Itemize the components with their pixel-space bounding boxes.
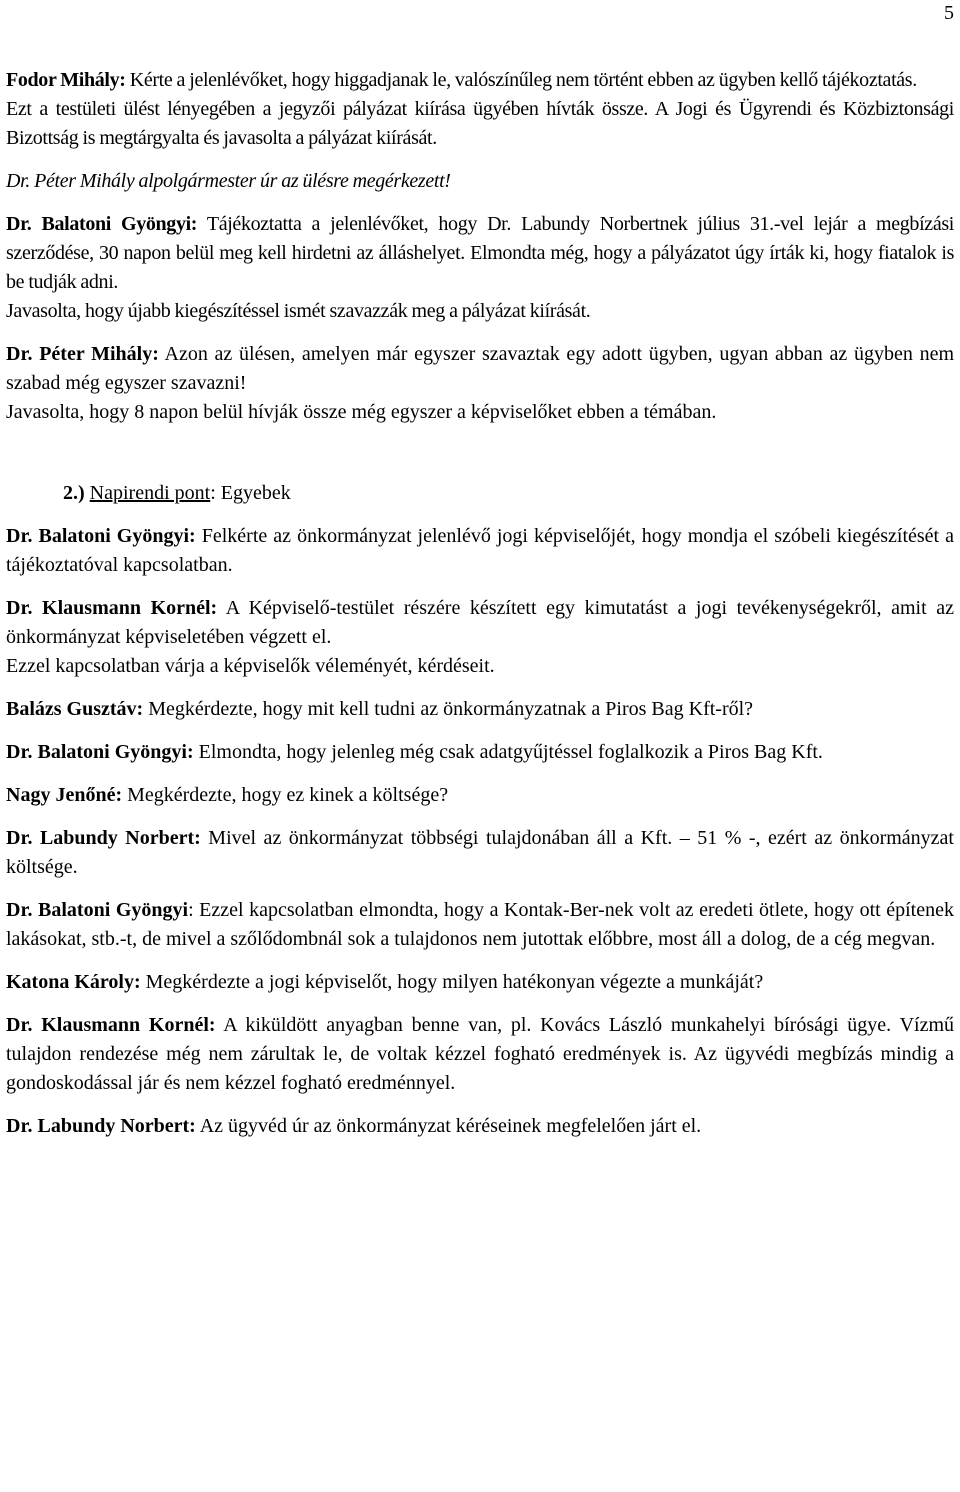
speaker-name: Dr. Balatoni Gyöngyi: [6, 741, 194, 763]
speaker-name: Dr. Péter Mihály: [6, 343, 159, 365]
agenda-colon: : [210, 482, 216, 504]
speaker-name: Dr. Balatoni Gyöngyi: [6, 213, 198, 235]
paragraph-klausmann-2 [6, 1011, 954, 1098]
paragraph-nagy [6, 781, 954, 810]
paragraph-katona [6, 968, 954, 997]
speaker-name: Katona Károly: [6, 971, 141, 993]
paragraph-text: Ezzel kapcsolatban várja a képviselők véleményét, kérdéseit. [6, 655, 495, 677]
paragraph-labundy-2 [6, 1112, 954, 1141]
paragraph-fodor [6, 66, 954, 153]
paragraph-text: Megkérdezte, hogy mit kell tudni az önkormányzatnak a Piros Bag Kft-ről? [143, 698, 754, 720]
paragraph-balatoni-3 [6, 738, 954, 767]
paragraph-labundy-1 [6, 824, 954, 882]
speaker-name: Dr. Balatoni Gyöngyi [6, 899, 189, 921]
paragraph-text: Kérte a jelenlévőket, hogy higgadjanak le, valószínűleg nem történt ebben az ügyben kellő tájékoztatás. [125, 69, 917, 91]
paragraph-text: Ezzel kapcsolatban elmondta, hogy a Kontak-Ber-nek volt az eredeti ötlete, hogy ott építenek lakásokat, stb.-t, de mivel a szőlődombnál sok a tulajdonos nem jutottak előbbre, most áll a dolog, de a cég megvan. [6, 899, 954, 950]
speaker-name: Dr. Labundy Norbert: [6, 1115, 196, 1137]
agenda-number: 2.) [63, 482, 90, 504]
paragraph-text: Mivel az önkormányzat többségi tulajdonában áll a Kft. – 51 % -, ezért az önkormányzat költsége. [6, 827, 954, 878]
paragraph-text: Ezt a testületi ülést lényegében a jegyzői pályázat kiírása ügyében hívták össze. A Jogi és Ügyrendi és Közbiztonsági Bizottság is megtárgyalta és javasolta a pályázat kiírását. [6, 98, 954, 149]
paragraph-balatoni-2 [6, 522, 954, 580]
paragraph-balatoni-1 [6, 210, 954, 326]
paragraph-text: Javasolta, hogy újabb kiegészítéssel ismét szavazzák meg a pályázat kiírását. [6, 300, 591, 322]
paragraph-text: Az ügyvéd úr az önkormányzat kéréseinek megfelelően járt el. [195, 1115, 702, 1137]
paragraph-balatoni-4 [6, 896, 954, 954]
paragraph-text: Javasolta, hogy 8 napon belül hívják össze még egyszer a képviselőket ebben a témában. [6, 401, 717, 423]
minutes-body [6, 66, 954, 1141]
paragraph-text: A Képviselő-testület részére készített egy kimutatást a jogi tevékenységekről, amit az önkormányzat képviseletében végzett el. [6, 597, 955, 648]
paragraph-text: Azon az ülésen, amelyen már egyszer szavaztak egy adott ügyben, ugyan abban az ügyben nem szabad még egyszer szavazni! [6, 343, 955, 394]
agenda-title: Egyebek [215, 482, 291, 504]
paragraph-text: Elmondta, hogy jelenleg még csak adatgyűjtéssel foglalkozik a Piros Bag Kft. [193, 741, 823, 763]
agenda-heading [6, 479, 954, 508]
paragraph-text: Felkérte az önkormányzat jelenlévő jogi képviselőjét, hogy mondja el szóbeli kiegészítését a tájékoztatóval kapcsolatban. [6, 525, 955, 576]
paragraph-text: Megkérdezte, hogy ez kinek a költsége? [122, 784, 449, 806]
speaker-name: Dr. Labundy Norbert: [6, 827, 201, 849]
speaker-name: Dr. Klausmann Kornél: [6, 1014, 216, 1036]
speaker-name: Dr. Klausmann Kornél: [6, 597, 218, 619]
arrival-note: Dr. Péter Mihály alpolgármester úr az ülésre megérkezett! [6, 170, 451, 192]
speaker-name: Balázs Gusztáv: [6, 698, 144, 720]
paragraph-text: Tájékoztatta a jelenlévőket, hogy Dr. Labundy Norbertnek július 31.-vel lejár a megbízási szerződése, 30 napon belül meg kell hirdetni az álláshelyet. Elmondta még, hogy a pályázatot úgy írták ki, hogy fiatalok is be tudják adni. [6, 213, 954, 293]
speaker-name: Fodor Mihály: [6, 69, 126, 91]
paragraph-text: A kiküldött anyagban benne van, pl. Kovács László munkahelyi bírósági ügye. Vízmű tulajdon rendezése még nem zárultak le, de voltak kézzel fogható eredmények is. Az ügyvédi megbízás mindig a gondoskodással jár és nem kézzel fogható eredménnyel. [6, 1014, 954, 1094]
paragraph-klausmann-1 [6, 594, 954, 681]
paragraph-balazs [6, 695, 954, 724]
speaker-name: Dr. Balatoni Gyöngyi: [6, 525, 196, 547]
speaker-colon: : [188, 899, 194, 921]
paragraph-peter [6, 340, 954, 427]
paragraph-text: Megkérdezte a jogi képviselőt, hogy milyen hatékonyan végezte a munkáját? [140, 971, 764, 993]
agenda-label: Napirendi pont [89, 482, 211, 504]
speaker-name: Nagy Jenőné: [6, 784, 123, 806]
page-number: 5 [944, 2, 954, 24]
